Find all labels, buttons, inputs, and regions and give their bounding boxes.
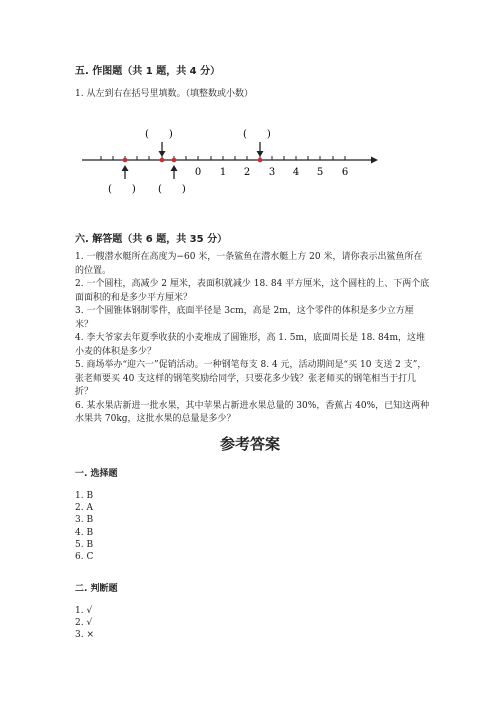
judge-heading: 二. 判断题 <box>75 584 118 594</box>
judge-answer-list <box>75 605 94 642</box>
choice-answer: 6. C <box>75 552 94 563</box>
problem-4: 4. 李大爷家去年夏季收获的小麦堆成了圆锥形，高 1. 5m，底面周长是 18. 84m，这堆小麦的体积是多少？ <box>75 333 426 357</box>
section-6-heading: 六. 解答题（共 6 题，共 35 分） <box>75 234 228 245</box>
choice-answer: 3. B <box>75 515 94 526</box>
choice-answer: 4. B <box>75 527 94 538</box>
point-marker <box>123 158 128 163</box>
tick-label: 1 <box>219 167 227 178</box>
upper-bracket-1: ( ) <box>145 129 173 140</box>
point-marker <box>160 158 165 163</box>
point-marker <box>172 158 177 163</box>
tick-label: 3 <box>268 167 276 178</box>
problem-list <box>75 251 430 427</box>
number-line-figure <box>0 125 500 205</box>
problem-2: 2. 一个圆柱，高减少 2 厘米，表面积就减少 18. 84 平方厘米，这个圆柱的上、下两个底面面积的和是多少平方厘米？ <box>75 279 430 303</box>
choice-answer: 5. B <box>75 539 94 550</box>
tick-label: 5 <box>316 167 324 178</box>
tick-label: 0 <box>194 167 202 178</box>
up-arrow-1 <box>122 165 129 179</box>
problem-1: 1. 一艘潜水艇所在高度为−60 米，一条鲨鱼在潜水艇上方 20 米，请你表示出鲨鱼所在的位置。 <box>75 252 423 276</box>
problem-5: 5. 商场举办“迎六一”促销活动。一种钢笔每支 8. 4 元，活动期间是“买 10 支送 2 支”，张老师要买 40 支这样的钢笔奖励给同学，只要花多少钱？张老师买的钢笔相当于打几折？ <box>75 360 427 397</box>
lower-bracket-2: ( ) <box>158 184 186 195</box>
tick-label: 6 <box>341 167 349 178</box>
judge-answer: 2. √ <box>75 618 93 629</box>
section-5-heading: 五. 作图题（共 1 题，共 4 分） <box>75 66 221 77</box>
judge-answer: 3. × <box>75 630 94 641</box>
problem-3: 3. 一个圆锥体钢制零件，底面半径是 3cm，高是 2m，这个零件的体积是多少立方厘米？ <box>75 306 414 330</box>
judge-answer: 1. √ <box>75 606 93 616</box>
choice-answer: 1. B <box>75 491 94 501</box>
upper-bracket-2: ( ) <box>243 129 271 140</box>
tick-label: 4 <box>292 167 300 178</box>
lower-bracket-1: ( ) <box>108 184 136 195</box>
axis-arrowhead-icon <box>371 157 378 164</box>
down-arrow-2 <box>257 142 264 157</box>
choice-answer: 2. A <box>75 503 93 514</box>
up-arrow-2 <box>171 165 178 179</box>
choice-answer-list <box>75 490 93 563</box>
tick-label: 2 <box>243 167 251 178</box>
choice-heading: 一. 选择题 <box>75 469 118 479</box>
answer-key-title: 参考答案 <box>219 435 280 453</box>
axis-ticks <box>101 156 345 160</box>
section-5-question: 1. 从左到右在括号里填数。（填整数或小数） <box>75 89 253 99</box>
down-arrow-1 <box>159 142 166 157</box>
problem-6: 6. 某水果店新进一批水果，其中苹果占新进水果总量的 30%，香蕉占 40%，已知这两种水果共 70kg，这批水果的总量是多少？ <box>75 400 430 424</box>
point-marker <box>258 158 263 163</box>
